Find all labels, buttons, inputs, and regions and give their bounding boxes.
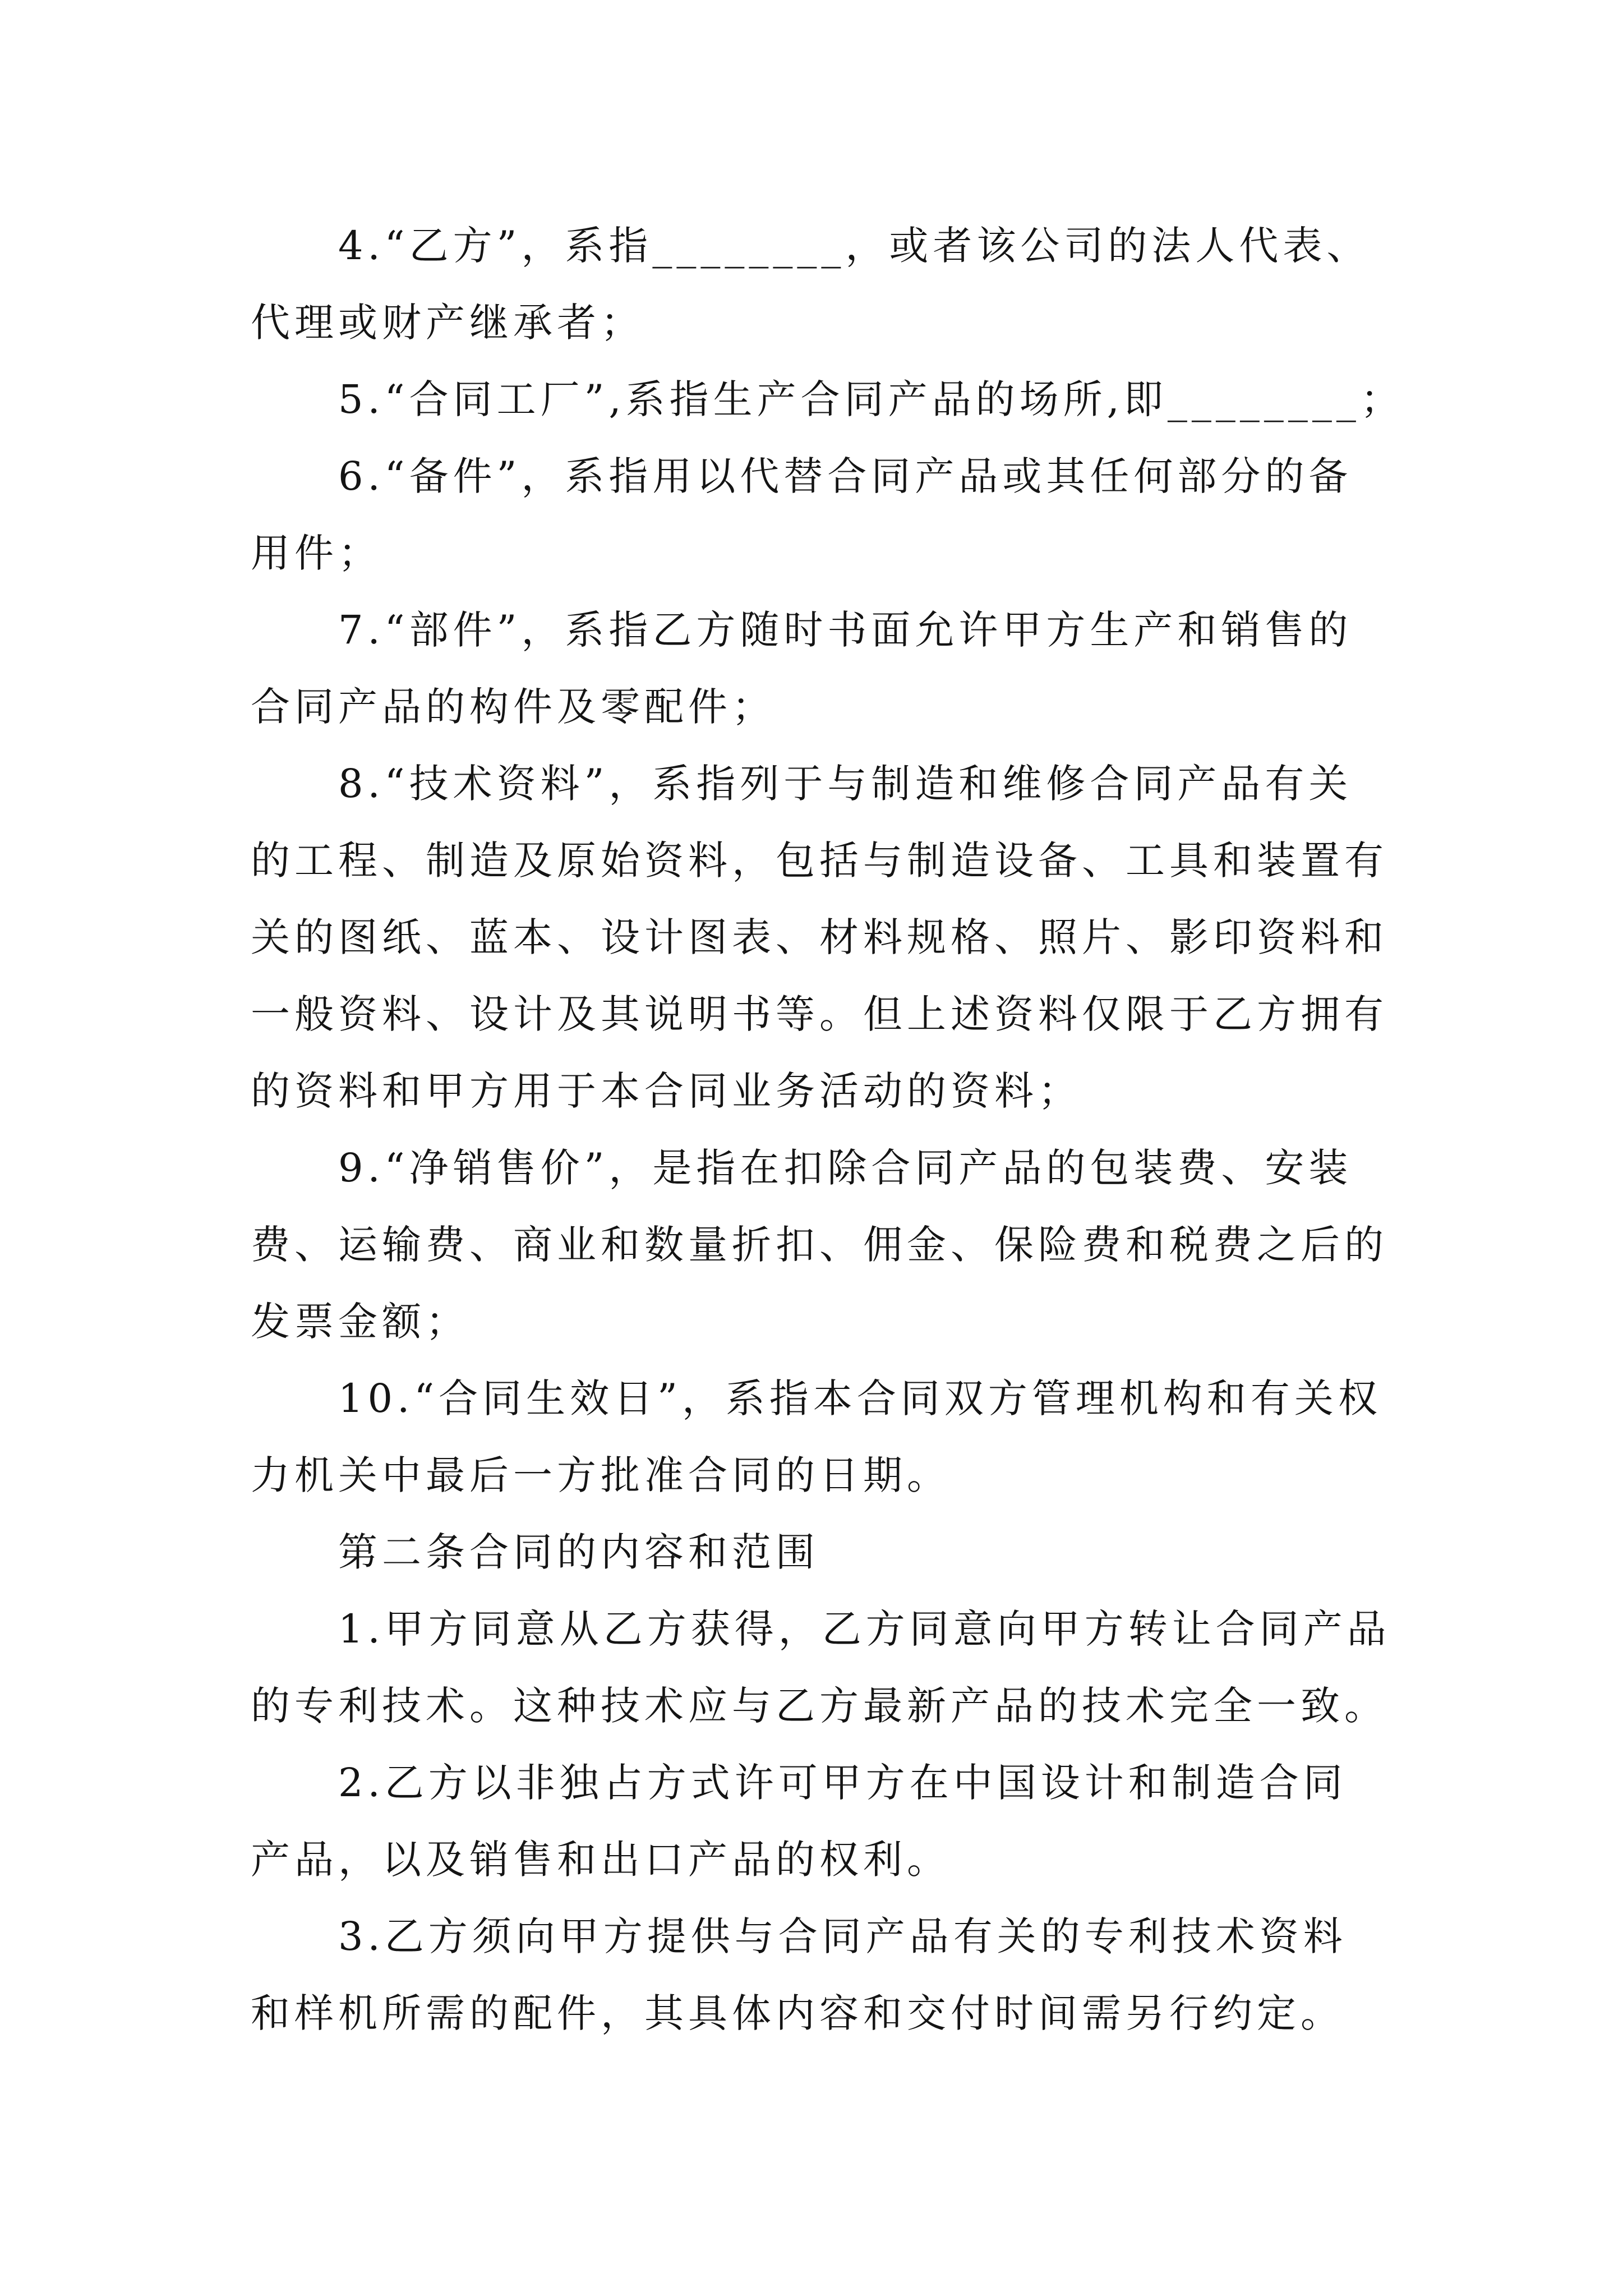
section-heading-text: 第二条合同的内容和范围 <box>338 1529 819 1575</box>
text-line: 和样机所需的配件，其具体内容和交付时间需另行约定。 <box>251 1990 1344 2036</box>
text-line: 的专利技术。这种技术应与乙方最新产品的技术完全一致。 <box>251 1683 1388 1729</box>
clause-item-1 <box>251 1591 1428 1745</box>
definition-item-10 <box>251 1360 1428 1514</box>
text-line: 9.“净销售价”，是指在扣除合同产品的包装费、安装 <box>338 1145 1353 1191</box>
clause-item-2 <box>251 1745 1428 1898</box>
clause-item-3 <box>251 1898 1428 2052</box>
text-line: 一般资料、设计及其说明书等。但上述资料仅限于乙方拥有 <box>251 991 1388 1037</box>
section-heading <box>251 1514 1428 1591</box>
text-line: 10.“合同生效日”，系指本合同双方管理机构和有关权 <box>338 1375 1382 1421</box>
text-line: 产品，以及销售和出口产品的权利。 <box>251 1837 951 1883</box>
text-line: 合同产品的构件及零配件； <box>251 684 776 730</box>
text-line: 力机关中最后一方批准合同的日期。 <box>251 1452 951 1498</box>
text-line: 5.“合同工厂”,系指生产合同产品的场所,即________； <box>338 376 1404 422</box>
definition-item-4 <box>251 208 1428 361</box>
text-line: 2.乙方以非独占方式许可甲方在中国设计和制造合同 <box>338 1760 1347 1806</box>
text-line: 6.“备件”，系指用以代替合同产品或其任何部分的备 <box>338 453 1353 499</box>
definition-item-5 <box>251 361 1428 438</box>
definition-item-8 <box>251 746 1428 1130</box>
document-page <box>251 208 1428 2052</box>
text-line: 费、运输费、商业和数量折扣、佣金、保险费和税费之后的 <box>251 1222 1388 1268</box>
text-line: 发票金额； <box>251 1299 469 1345</box>
text-line: 的工程、制造及原始资料，包括与制造设备、工具和装置有 <box>251 838 1388 884</box>
definition-item-9 <box>251 1130 1428 1360</box>
text-line: 关的图纸、蓝本、设计图表、材料规格、照片、影印资料和 <box>251 914 1388 960</box>
text-line: 用件； <box>251 530 382 576</box>
text-line: 8.“技术资料”，系指列于与制造和维修合同产品有关 <box>338 761 1353 807</box>
text-line: 4.“乙方”，系指________，或者该公司的法人代表、 <box>338 223 1371 269</box>
text-line: 7.“部件”，系指乙方随时书面允许甲方生产和销售的 <box>338 607 1353 653</box>
text-line: 3.乙方须向甲方提供与合同产品有关的专利技术资料 <box>338 1913 1347 1959</box>
text-line: 1.甲方同意从乙方获得，乙方同意向甲方转让合同产品 <box>338 1606 1391 1652</box>
definition-item-6 <box>251 438 1428 592</box>
text-line: 代理或财产继承者； <box>251 300 644 346</box>
definition-item-7 <box>251 592 1428 746</box>
text-line: 的资料和甲方用于本合同业务活动的资料； <box>251 1068 1082 1114</box>
